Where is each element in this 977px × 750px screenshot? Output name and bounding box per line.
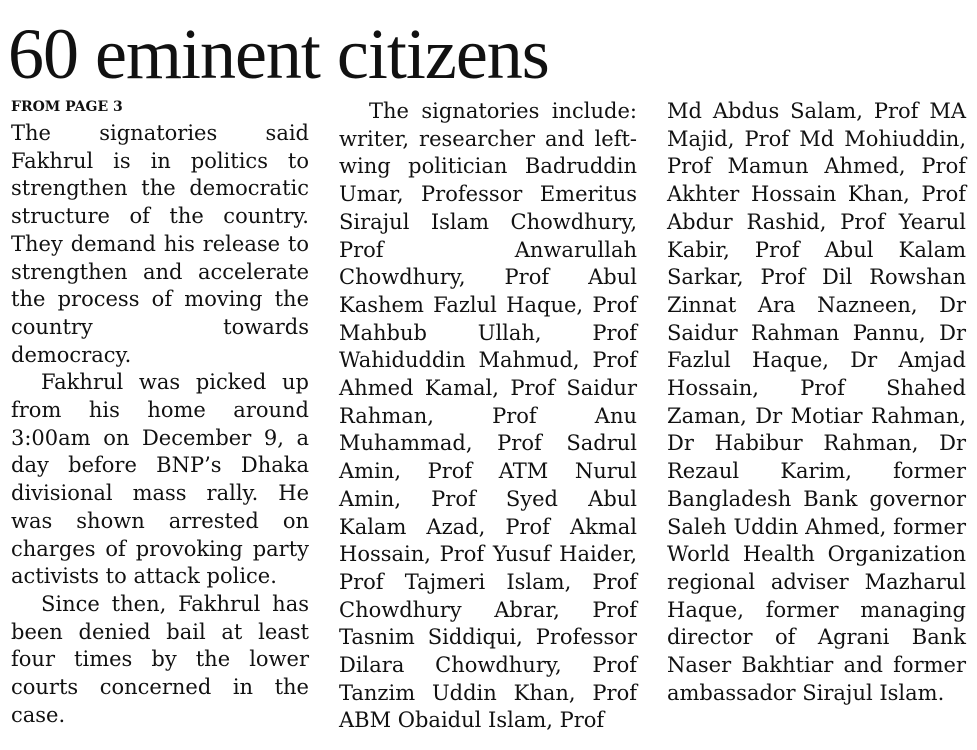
paragraph: Since then, Fakhrul has been denied bail at least four times by the lower courts concerned in the case. <box>11 591 309 727</box>
paragraph: The signatories include: writer, researcher and left-wing politician Badruddin Umar, Professor Emeritus Sirajul Islam Chowdhury, Prof Anwarullah Chowdhury, Prof Abul Kashem Fazlul Haque, Prof Mahbub Ullah, Prof Wahiduddin Mahmud, Prof Ahmed Kamal, Prof Saidur Rahman, Prof Anu Muhammad, Prof Sadrul Amin, Prof ATM Nurul Amin, Prof Syed Abul Kalam Azad, Prof Akmal Hossain, Prof Yusuf Haider, Prof Tajmeri Islam, Prof Chowdhury Abrar, Prof Tasnim Siddiqui, Professor Dilara Chowdhury, Prof Tanzim Uddin Khan, Prof ABM Obaidul Islam, Prof <box>339 99 637 733</box>
paragraph: The signatories said Fakhrul is in politics to strengthen the democratic structure of the country. They demand his release to strengthen and accelerate the process of moving the country towards democracy. <box>11 121 309 367</box>
headline: 60 eminent citizens <box>8 14 549 94</box>
article-column-2 <box>339 98 637 735</box>
kicker-from-page: FROM PAGE 3 <box>11 99 123 115</box>
article-column-1 <box>11 120 309 729</box>
article-column-3 <box>667 98 966 707</box>
paragraph: Fakhrul was picked up from his home around 3:00am on December 9, a day before BNP’s Dhaka divisional mass rally. He was shown arrested on charges of provoking party activists to attack police. <box>11 370 309 589</box>
paragraph: Md Abdus Salam, Prof MA Majid, Prof Md Mohiuddin, Prof Mamun Ahmed, Prof Akhter Hossain Khan, Prof Abdur Rashid, Prof Yearul Kabir, Prof Abul Kalam Sarkar, Prof Dil Rowshan Zinnat Ara Nazneen, Dr Saidur Rahman Pannu, Dr Fazlul Haque, Dr Amjad Hossain, Prof Shahed Zaman, Dr Motiar Rahman, Dr Habibur Rahman, Dr Rezaul Karim, former Bangladesh Bank governor Saleh Uddin Ahmed, former World Health Organization regional adviser Mazharul Haque, former managing director of Agrani Bank Naser Bakhtiar and former ambassador Sirajul Islam. <box>667 99 966 705</box>
